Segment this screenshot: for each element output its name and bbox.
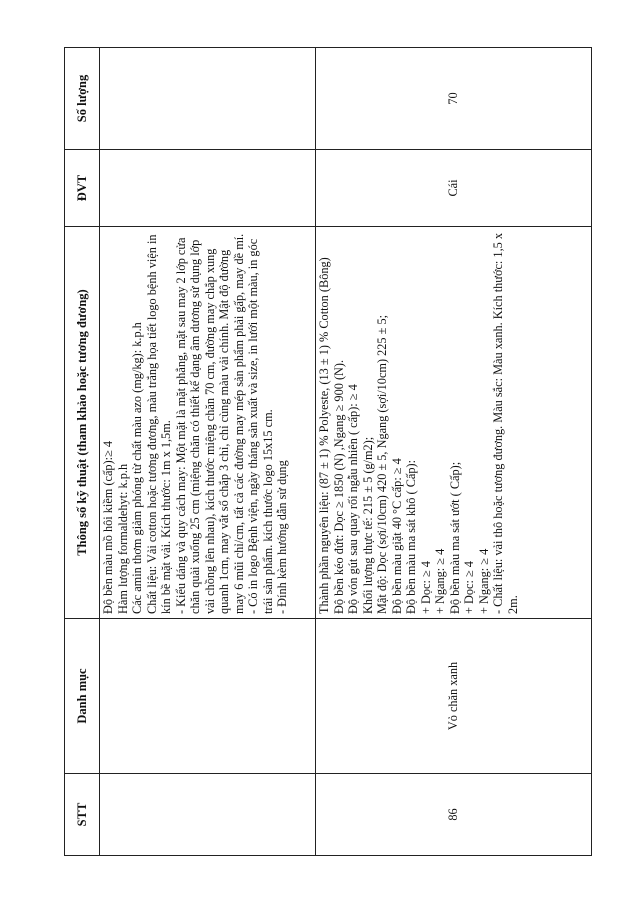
- spec-line: Khối lượng thực tế: 215 ± 5 (g/m2);: [360, 436, 375, 614]
- spec-line: + Ngang: ≥ 4: [433, 548, 447, 614]
- spec-line: Các amin thơm giảm phóng từ chất màu azo (mg/kg): k.p.h: [130, 322, 144, 614]
- header-row: [65, 48, 100, 856]
- spec-line: + Ngang: ≥ 4: [476, 548, 491, 614]
- header-qty: Số lượng: [65, 48, 100, 150]
- header-stt: STT: [65, 774, 100, 856]
- spec-line: Thành phần nguyên liệu: (87 ± 1) % Polyeste, (13 ± 1) % Cotton (Bông): [317, 257, 331, 614]
- header-spec: Thông số kỹ thuật (tham khảo hoặc tương đương): [65, 227, 100, 619]
- spec-line: Độ bền màu giặt 40 °C cấp: ≥ 4: [389, 458, 404, 614]
- spec-line: Độ vón gút sau quay rối ngẫu nhiên ( cấp): ≥ 4: [346, 384, 360, 614]
- row-unit: [100, 150, 316, 227]
- spec-line: Độ bền màu mồ hôi kiềm (cấp):≥ 4: [101, 440, 115, 614]
- row-stt: [100, 774, 316, 856]
- table-row: [100, 48, 316, 856]
- spec-line: - Kiểu dáng và quy cách may: Một mặt là mặt phẳng, mặt sau may 2 lớp cửa chăn quài xuống 25 cm (miệng chăn có thiết kế dạng âm dương sử dụng lớp vải chồng lên nhau), kích thước miệng chăn 70 cm, đường may chắp xung quanh 1cm, may vắt sổ chắp 3 chỉ, chỉ cùng màu vải chính. Mật độ đường may 6 mũi chỉ/cm, tất cả các đường may mép sản phẩm phải gấp, may dề mí.: [173, 233, 246, 614]
- spec-line: + Dọc: ≥ 4: [418, 561, 433, 614]
- row-spec: [316, 227, 592, 619]
- spec-table: [64, 47, 592, 856]
- spec-line: + Dọc: ≥ 4: [462, 561, 476, 614]
- row-unit: Cái: [316, 150, 592, 227]
- spec-line: Độ bền màu ma sát ướt ( Cấp);: [447, 461, 462, 614]
- spec-line: Độ bền màu ma sát khô ( Cấp):: [404, 459, 418, 614]
- row-spec: [100, 227, 316, 619]
- header-category: Danh mục: [65, 619, 100, 774]
- row-stt: 86: [316, 774, 592, 856]
- header-unit: ĐVT: [65, 150, 100, 227]
- spec-line: Chất liệu: Vải cotton hoặc tương đương, màu trắng họa tiết logo bệnh viện in kín bề mặt vải. Kích thước: 1m x 1,5m.: [144, 234, 173, 614]
- spec-line: Mật độ: Dọc (sợi/10cm) 420 ± 5, Ngang (sợi/10cm) 225 ± 5;: [375, 314, 389, 614]
- row-category: Vỏ chăn xanh: [316, 619, 592, 774]
- spec-line: - Có in logo Bệnh viện, ngày tháng sản xuất và size, in lưới một màu, in góc trái sản phẩm. kích thước logo 15x15 cm.: [246, 238, 275, 614]
- row-qty: 70: [316, 48, 592, 150]
- spec-line: - Đính kèm hướng dẫn sử dụng: [275, 460, 289, 614]
- table-row: [316, 48, 592, 856]
- row-qty: [100, 48, 316, 150]
- spec-line: Độ bền kéo đứt: Dọc ≥ 1850 (N) ,Ngang ≥ 900 (N).: [331, 359, 346, 614]
- row-category: [100, 619, 316, 774]
- spec-line: Hàm lượng formaldehyt: k.p.h: [115, 463, 130, 614]
- spec-line: - Chất liệu: vải thô hoặc tương đương. Màu sắc: Màu xanh. Kích thước: 1,5 x 2m.: [491, 232, 520, 614]
